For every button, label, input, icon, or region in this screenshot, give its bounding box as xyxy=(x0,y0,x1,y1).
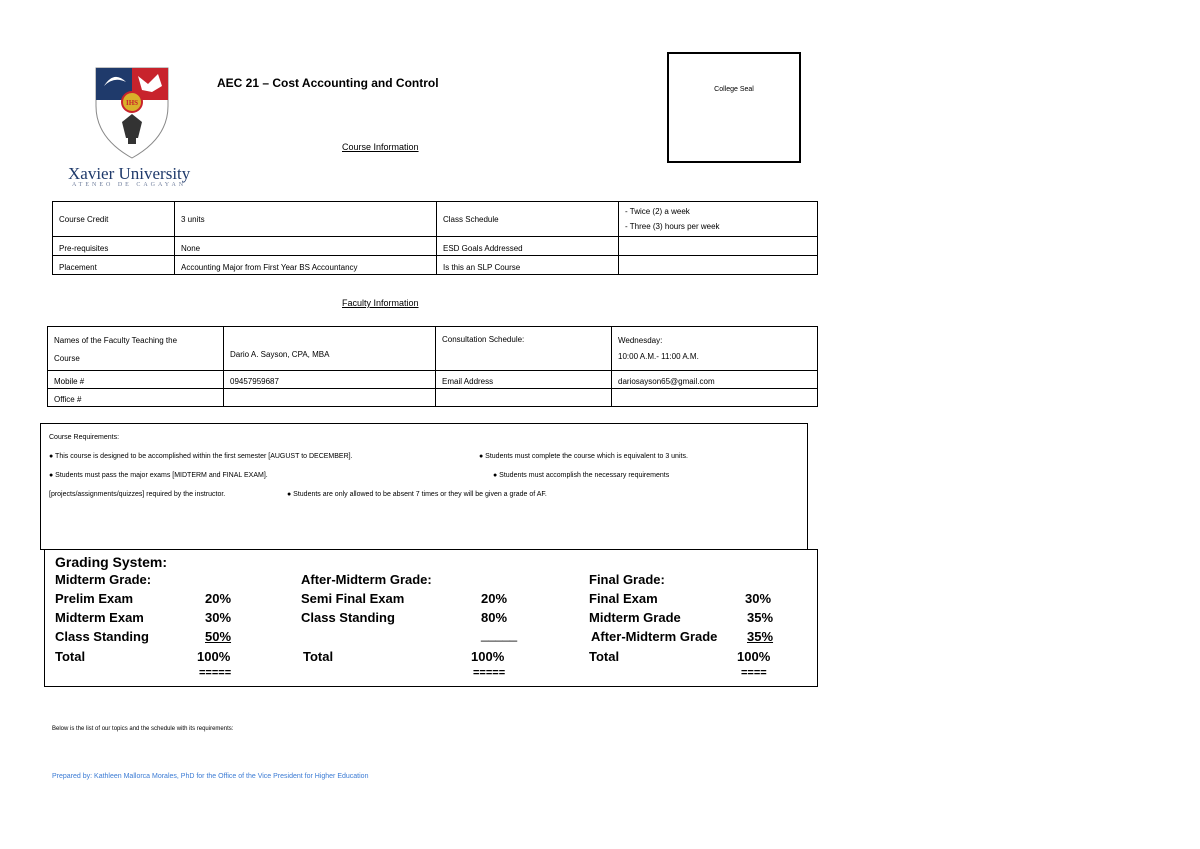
requirement-absences: ● Students are only allowed to be absent 7 times or they will be given a grade of AF. xyxy=(287,491,547,498)
shield-icon xyxy=(92,66,204,166)
midterm-exam-label: Midterm Exam xyxy=(55,610,144,625)
schedule-line-1: - Twice (2) a week xyxy=(625,207,690,216)
class-standing-label: Class Standing xyxy=(55,629,149,644)
final-midterm-grade-label: Midterm Grade xyxy=(589,610,681,625)
course-requirements-box xyxy=(40,423,808,550)
course-title: AEC 21 – Cost Accounting and Control xyxy=(217,76,439,90)
grading-system-box xyxy=(44,549,818,687)
course-information-heading: Course Information xyxy=(342,142,419,152)
course-credit-label: Course Credit xyxy=(53,202,175,237)
class-standing-value: 50% xyxy=(205,629,232,644)
course-credit-value: 3 units xyxy=(175,202,437,237)
university-name: Xavier University xyxy=(68,164,191,183)
requirement-semester: ● This course is designed to be accomplished within the first semester [AUGUST to DECEMBER]. xyxy=(49,453,353,460)
consultation-schedule-label: Consultation Schedule: xyxy=(436,327,612,371)
final-total-rule: ==== xyxy=(741,667,767,679)
placement-value: Accounting Major from First Year BS Accountancy xyxy=(175,256,437,275)
college-seal-label: College Seal xyxy=(714,86,754,93)
esd-goals-label: ESD Goals Addressed xyxy=(437,237,619,256)
topics-note: Below is the list of our topics and the schedule with its requirements: xyxy=(52,726,234,732)
office-label: Office # xyxy=(48,389,224,407)
college-seal-box xyxy=(667,52,801,163)
course-info-table xyxy=(52,201,818,275)
requirement-necessary: ● Students must accomplish the necessary requirements xyxy=(493,472,670,479)
semi-final-exam-value: 20% xyxy=(481,591,508,606)
faculty-info-table xyxy=(47,326,818,407)
class-schedule-label: Class Schedule xyxy=(437,202,619,237)
faculty-names-label xyxy=(48,327,224,371)
office-empty-cell-2 xyxy=(612,389,818,407)
mobile-value: 09457959687 xyxy=(224,371,436,389)
faculty-names-value: Dario A. Sayson, CPA, MBA xyxy=(224,327,436,371)
consultation-line-1: Wednesday: xyxy=(618,335,663,345)
class-schedule-value xyxy=(619,202,818,237)
grading-system-title: Grading System: xyxy=(55,554,168,570)
after-midterm-blank-line: _____ xyxy=(481,627,518,642)
slp-course-label: Is this an SLP Course xyxy=(437,256,619,275)
semi-final-exam-label: Semi Final Exam xyxy=(301,591,405,606)
requirement-projects: [projects/assignments/quizzes] required by the instructor. xyxy=(49,491,226,498)
schedule-line-2: - Three (3) hours per week xyxy=(625,222,720,231)
midterm-grade-heading: Midterm Grade: xyxy=(55,572,152,587)
office-value xyxy=(224,389,436,407)
midterm-total-label: Total xyxy=(55,649,86,664)
final-exam-value: 30% xyxy=(745,591,772,606)
after-midterm-total-value: 100% xyxy=(471,649,505,664)
placement-label: Placement xyxy=(53,256,175,275)
svg-text:IHS: IHS xyxy=(125,99,139,107)
after-class-standing-value: 80% xyxy=(481,610,508,625)
faculty-names-label-line-1: Names of the Faculty Teaching the xyxy=(54,336,178,345)
prelim-exam-value: 20% xyxy=(205,591,232,606)
university-motto: ATENEO DE CAGAYAN xyxy=(72,182,187,188)
final-total-label: Total xyxy=(589,649,620,664)
requirement-major-exams: ● Students must pass the major exams [MIDTERM and FINAL EXAM]. xyxy=(49,472,268,479)
final-grade-heading: Final Grade: xyxy=(589,572,665,587)
final-total-value: 100% xyxy=(737,649,771,664)
final-midterm-grade-value: 35% xyxy=(747,610,774,625)
consultation-line-2: 10:00 A.M.- 11:00 A.M. xyxy=(618,351,699,361)
prerequisites-value: None xyxy=(175,237,437,256)
esd-goals-value xyxy=(619,237,818,256)
faculty-information-heading: Faculty Information xyxy=(342,298,419,308)
requirement-units: ● Students must complete the course which is equivalent to 3 units. xyxy=(479,453,688,460)
prelim-exam-label: Prelim Exam xyxy=(55,591,134,606)
final-after-midterm-value: 35% xyxy=(747,629,774,644)
final-after-midterm-label: After-Midterm Grade xyxy=(591,629,718,644)
office-empty-cell-1 xyxy=(436,389,612,407)
final-exam-label: Final Exam xyxy=(589,591,658,606)
email-value: dariosayson65@gmail.com xyxy=(612,371,818,389)
after-midterm-total-label: Total xyxy=(303,649,334,664)
email-label: Email Address xyxy=(436,371,612,389)
consultation-schedule-value xyxy=(612,327,818,371)
mobile-label: Mobile # xyxy=(48,371,224,389)
midterm-total-rule: ===== xyxy=(199,667,232,679)
midterm-total-value: 100% xyxy=(197,649,231,664)
slp-course-value xyxy=(619,256,818,275)
after-class-standing-label: Class Standing xyxy=(301,610,395,625)
requirements-title: Course Requirements: xyxy=(49,434,120,441)
prepared-by: Prepared by: Kathleen Mallorca Morales, PhD for the Office of the Vice President for Higher Education xyxy=(52,773,369,780)
faculty-names-label-line-2: Course xyxy=(54,354,80,363)
prerequisites-label: Pre-requisites xyxy=(53,237,175,256)
midterm-exam-value: 30% xyxy=(205,610,232,625)
after-midterm-total-rule: ===== xyxy=(473,667,506,679)
after-midterm-grade-heading: After-Midterm Grade: xyxy=(301,572,432,587)
